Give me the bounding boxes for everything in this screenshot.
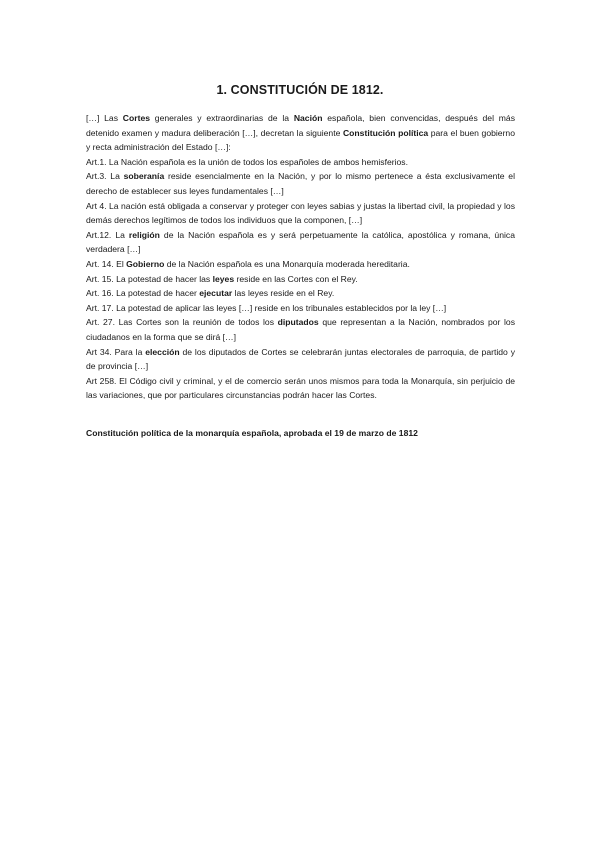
document-body: [86, 111, 515, 403]
article-15-text-2: reside en las Cortes con el Rey.: [234, 273, 358, 284]
article-17: Art. 17. La potestad de aplicar las leyes […] reside en los tribunales establecidos por la ley […]: [86, 302, 447, 313]
article-14-text-1: Art. 14. El: [86, 258, 127, 269]
article-16-text-2: las leyes reside en el Rey.: [232, 288, 335, 299]
article-14-bold: Gobierno: [126, 258, 165, 269]
source-citation: Constitución política de la monarquía española, aprobada el 19 de marzo de 1812: [86, 428, 418, 438]
preamble-text-2: generales y extraordinarias de la: [150, 113, 294, 123]
preamble-bold-nacion: Nación: [293, 113, 323, 123]
article-12-text-1: Art.12. La: [86, 229, 129, 240]
article-34: [86, 345, 515, 374]
article-34-bold: elección: [145, 346, 180, 357]
preamble-paragraph: [86, 111, 515, 155]
article-16: [86, 286, 515, 301]
article-16-bold: ejecutar: [199, 288, 233, 299]
article-12-text-2: de la Nación española es y será perpetuamente la católica, apostólica y romana, única verdadera […]: [86, 229, 515, 255]
article-12: [86, 228, 515, 257]
article-27-text-2: que representan a la Nación, nombrados por los ciudadanos en la forma que se dirá […]: [86, 317, 516, 342]
article-14-text-2: de la Nación española es una Monarquía moderada hereditaria.: [164, 258, 410, 269]
preamble-bold-constitucion: Constitución política: [342, 127, 429, 138]
article-34-text-1: Art 34. Para la: [86, 346, 146, 357]
article-1: Art.1. La Nación española es la unión de todos los españoles de ambos hemisferios.: [86, 156, 408, 167]
preamble-bold-cortes: Cortes: [122, 113, 151, 123]
article-27-text-1: Art. 27. Las Cortes son la reunión de todos los: [86, 317, 278, 328]
article-15-text-1: Art. 15. La potestad de hacer las: [86, 273, 213, 284]
preamble-text-3: española, bien convencidas, después del más detenido examen y madura deliberación […], decretan la siguiente: [86, 113, 515, 138]
document-title: 1. CONSTITUCIÓN DE 1812.: [216, 83, 384, 97]
article-3: [86, 169, 515, 198]
article-15: [86, 272, 515, 287]
article-258: Art 258. El Código civil y criminal, y el de comercio serán unos mismos para toda la Monarquía, sin perjuicio de las variaciones, que por particulares circunstancias podrán hacer las Cortes.: [86, 375, 515, 401]
article-27-bold: diputados: [277, 317, 319, 328]
article-14: [86, 257, 515, 272]
preamble-text-4: para el buen gobierno y recta administración del Estado […]:: [86, 127, 515, 153]
article-15-bold: leyes: [212, 273, 235, 284]
article-4: Art 4. La nación está obligada a conservar y proteger con leyes sabias y justas la libertad civil, la propiedad y los demás derechos legítimos de todos los individuos que la componen, […]: [86, 200, 515, 226]
preamble-text-1: […] Las: [86, 113, 123, 123]
article-16-text-1: Art. 16. La potestad de hacer: [86, 288, 200, 299]
article-34-text-2: de los diputados de Cortes se celebrarán juntas electorales de parroquia, de partido y de provincia […]: [86, 346, 515, 372]
article-3-bold: soberanía: [123, 171, 165, 182]
article-3-text-1: Art.3. La: [86, 171, 124, 182]
article-3-text-2: reside esencialmente en la Nación, y por lo mismo pertenece a ésta exclusivamente el derecho de establecer sus leyes fundamentales […]: [86, 171, 515, 196]
article-12-bold: religión: [128, 229, 160, 240]
article-27: [86, 315, 515, 344]
